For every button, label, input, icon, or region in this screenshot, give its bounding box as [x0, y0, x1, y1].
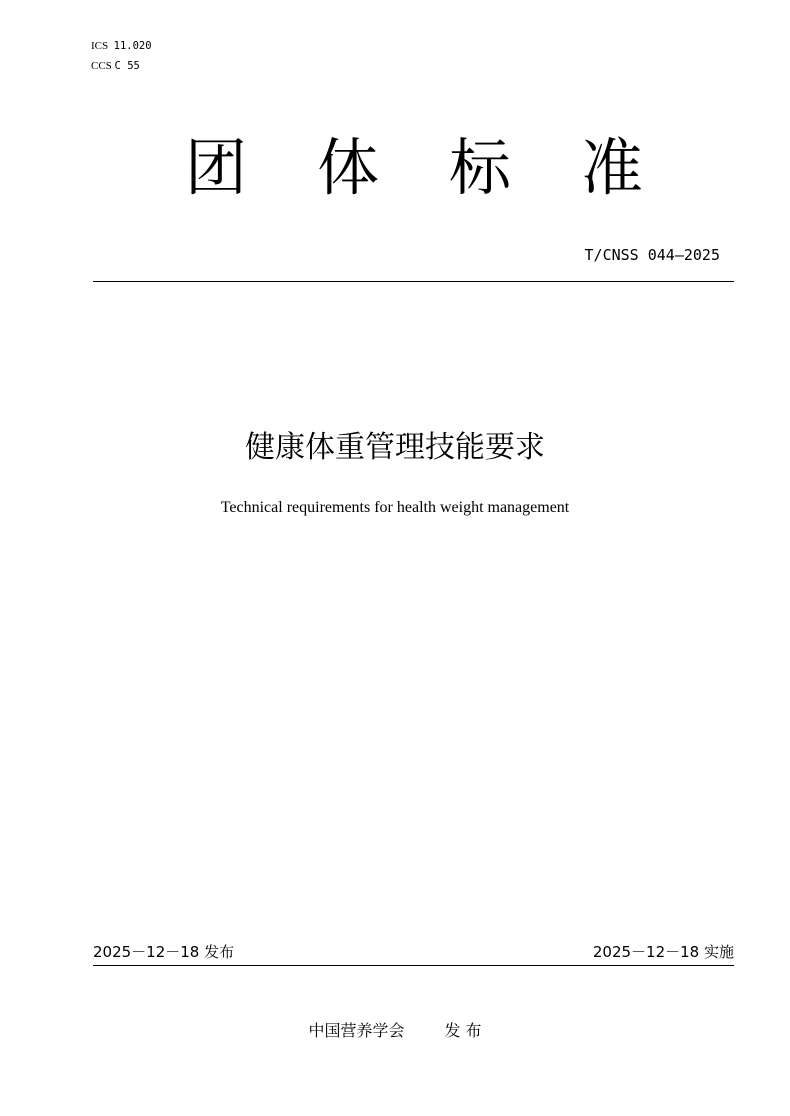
bottom-divider — [93, 965, 734, 966]
standard-type-char-2: 体 — [317, 131, 380, 204]
standard-type-char-4: 准 — [581, 131, 644, 204]
publisher-action: 发 布 — [444, 1021, 482, 1040]
standard-type-heading — [150, 128, 650, 208]
standard-number: T/CNSS 044—2025 — [584, 246, 720, 264]
issue-date: 2025－12－18 发布 — [93, 943, 235, 961]
implementation-date: 2025－12－18 实施 — [592, 943, 734, 961]
standard-type-char-3: 标 — [449, 131, 512, 204]
ics-label: ICS — [91, 40, 109, 52]
ccs-label: CCS — [91, 60, 112, 72]
top-divider — [93, 281, 734, 282]
document-title-english: Technical requirements for health weight management — [220, 499, 570, 516]
ics-classification — [91, 40, 152, 53]
standard-type-char-1: 团 — [185, 131, 248, 204]
publisher-organization: 中国营养学会 — [308, 1021, 405, 1040]
document-title-chinese: 健康体重管理技能要求 — [245, 430, 545, 465]
ccs-classification — [91, 60, 140, 73]
publisher-line — [0, 1020, 790, 1042]
ics-code: 11.020 — [113, 40, 152, 52]
ccs-code: C 55 — [114, 60, 140, 72]
